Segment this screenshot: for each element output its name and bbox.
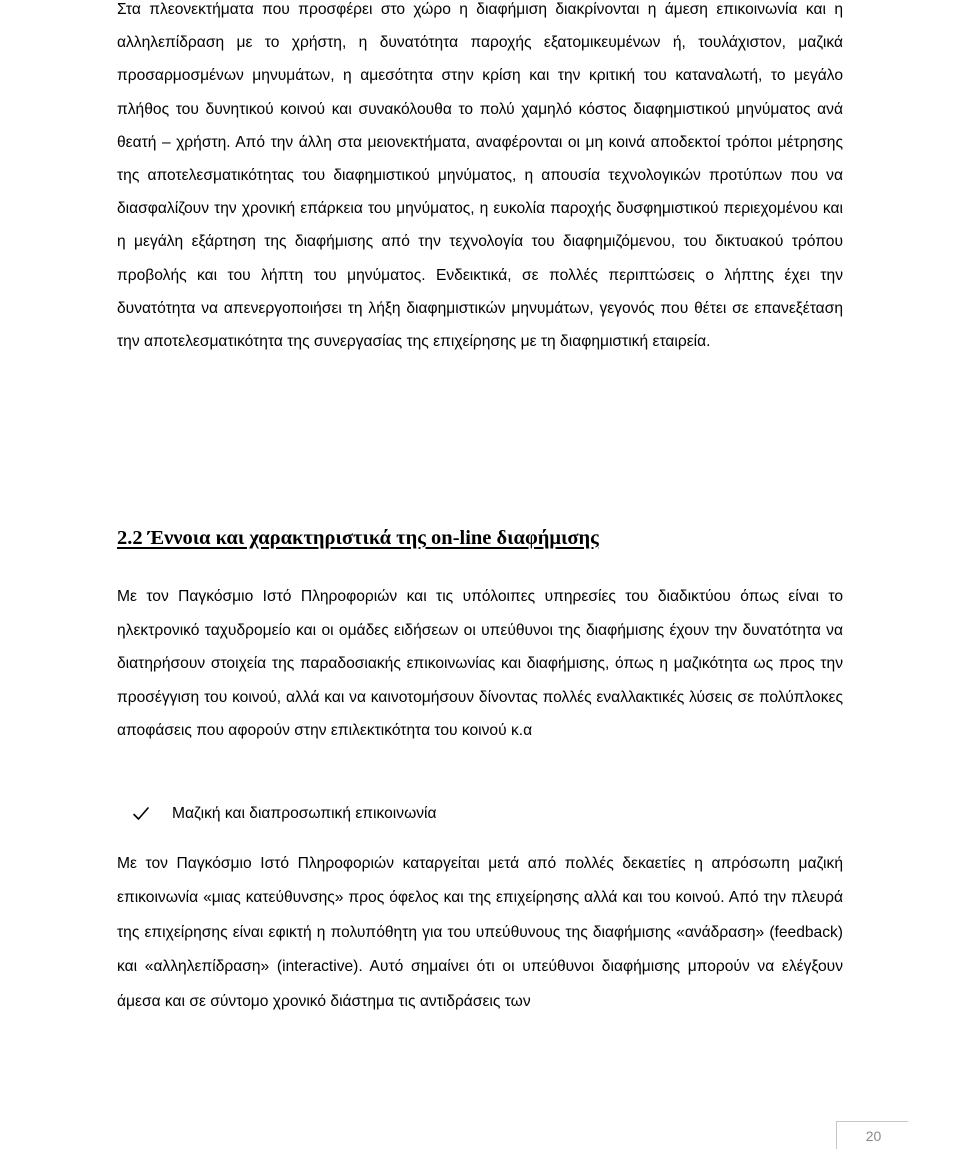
body-paragraph-www-services: Με τον Παγκόσμιο Ιστό Πληροφοριών και τις υπόλοιπες υπηρεσίες του διαδικτύου όπως είναι το ηλεκτρονικό ταχυδρομείο και οι ομάδες ειδήσεων οι υπεύθυνοι της διαφήμισης έχουν την δυνατότητα να διατηρήσουν στοιχεία της παραδοσιακής επικοινωνίας και διαφήμισης, όπως η μαζικότητα ως προς την προσέγγιση του κοινού, αλλά και να καινοτομήσουν δίνοντας πολλές εναλλακτικές λύσεις σε πολύπλοκες αποφάσεις που αφορούν στην επιλεκτικότητα του κοινού κ.α [117,588,843,740]
bullet-list-item [132,800,437,828]
section-heading: 2.2 Έννοια και χαρακτηριστικά της on-line διαφήμισης [117,527,599,549]
bullet-item-label: Μαζική και διαπροσωπική επικοινωνία [172,805,437,822]
body-paragraph-mass-communication: Με τον Παγκόσμιο Ιστό Πληροφοριών καταργείται μετά από πολλές δεκαετίες η απρόσωπη μαζική επικοινωνία «μιας κατεύθυνσης» προς όφελος και της επιχείρησης αλλά και του κοινού. Από την πλευρά της επιχείρησης είναι εφικτή η πολυπόθητη για του υπεύθυνους της διαφήμισης «ανάδραση» (feedback) και «αλληλεπίδραση» (interactive). Αυτό σημαίνει ότι οι υπεύθυνοι διαφήμισης μπορούν να ελέγξουν άμεσα και σε σύντομο χρονικό διάστημα τις αντιδράσεις των [117,855,843,1010]
page-number: 20 [836,1121,908,1149]
checkmark-icon [132,805,150,823]
body-paragraph-advantages: Στα πλεονεκτήματα που προσφέρει στο χώρο η διαφήμιση διακρίνονται η άμεση επικοινωνία και η αλληλεπίδραση με το χρήστη, η δυνατότητα παροχής εξατομικευμένων ή, τουλάχιστον, μαζικά προσαρμοσμένων μηνυμάτων, η αμεσότητα στην κρίση και την κριτική του καταναλωτή, το μεγάλο πλήθος του δυνητικού κοινού και συνακόλουθα το πολύ χαμηλό κόστος διαφημιστικού μηνύματος ανά θεατή – χρήστη. Από την άλλη στα μειονεκτήματα, αναφέρονται οι μη κοινά αποδεκτοί τρόποι μέτρησης της αποτελεσματικότητας του διαφημιστικού μηνύματος, η απουσία τεχνολογικών προτύπων που να διασφαλίζουν την χρονική επάρκεια του μηνύματος, η ευκολία παροχής δυσφημιστικού περιεχομένου και η μεγάλη εξάρτηση της διαφήμισης από την τεχνολογία του διαφημιζόμενου, του δικτυακού τρόπου προβολής και του λήπτη του μηνύματος. Ενδεικτικά, σε πολλές περιπτώσεις ο λήπτης έχει την δυνατότητα να απενεργοποιήσει τη λήξη διαφημιστικών μηνυμάτων, γεγονός που θέτει σε επανεξέταση την αποτελεσματικότητα της συνεργασίας της επιχείρησης με τη διαφημιστική εταιρεία. [117,1,843,351]
